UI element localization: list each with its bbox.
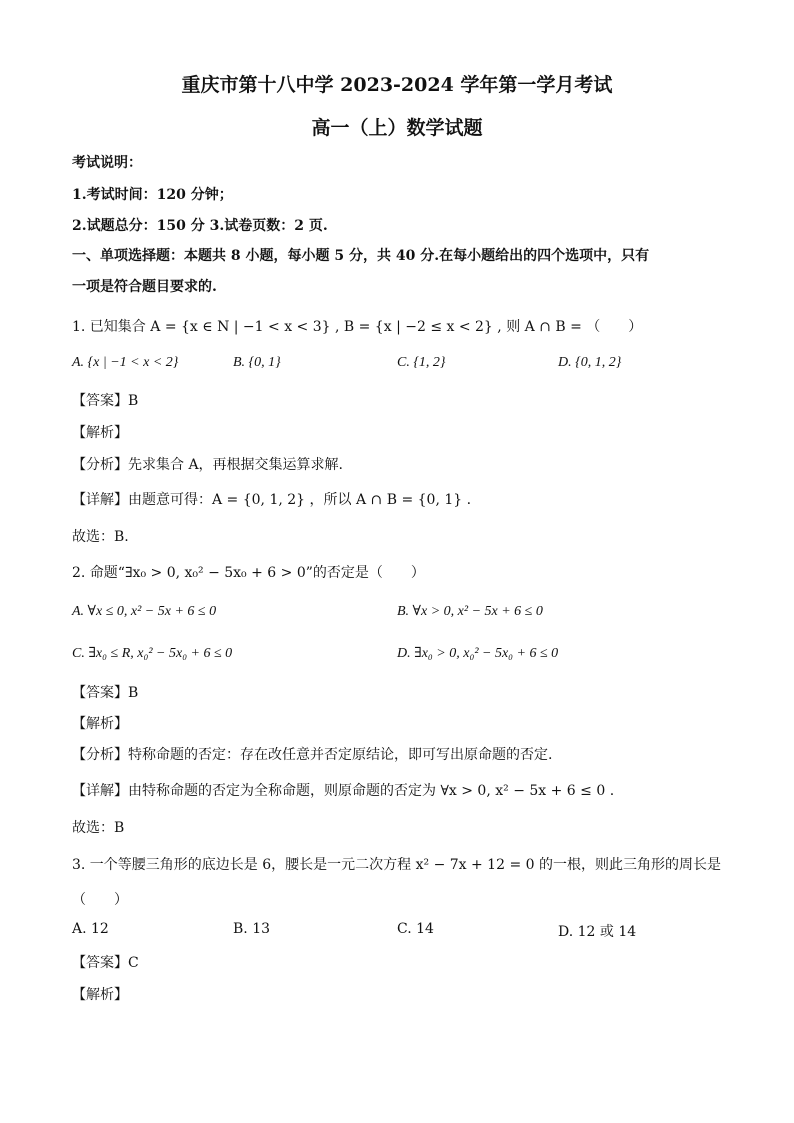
- question-3-stem-line1: 3. 一个等腰三角形的底边长是 6，腰长是一元二次方程 x² − 7x + 12 = 0 的一根，则此三角形的周长是: [72, 857, 721, 873]
- exam-subtitle: 高一（上）数学试题: [311, 117, 483, 139]
- q2-option-d: D. ∃x₀ > 0, x₀² − 5x₀ + 6 ≤ 0: [397, 646, 559, 661]
- q3-answer: 【答案】C: [72, 955, 139, 971]
- q3-option-d: D. 12 或 14: [558, 924, 637, 940]
- q1-option-b: B. {0, 1}: [233, 355, 281, 370]
- q3-analysis-label: 【解析】: [72, 987, 128, 1003]
- q2-xiangjie: 【详解】由特称命题的否定为全称命题，则原命题的否定为 ∀x > 0, x² − 5x + 6 ≤ 0 .: [72, 783, 615, 799]
- q1-analysis-label: 【解析】: [72, 425, 128, 441]
- q2-fenxi: 【分析】特称命题的否定：存在改任意并否定原结论，即可写出原命题的否定.: [72, 747, 553, 763]
- q2-analysis-label: 【解析】: [72, 716, 128, 732]
- q3-option-c: C. 14: [397, 921, 434, 937]
- q3-option-a: A. 12: [72, 921, 109, 937]
- q1-option-d: D. {0, 1, 2}: [558, 355, 622, 370]
- section-heading-line1: 一、单项选择题：本题共 8 小题，每小题 5 分，共 40 分.在每小题给出的四个选项中，只有: [72, 248, 650, 264]
- instruction-time: 1.考试时间：120 分钟；: [72, 187, 233, 203]
- q2-option-b: B. ∀x > 0, x² − 5x + 6 ≤ 0: [397, 604, 543, 619]
- q1-answer: 【答案】B: [72, 393, 139, 409]
- q1-xiangjie: 【详解】由题意可得：A = {0, 1, 2} ，所以 A ∩ B = {0, 1} .: [72, 492, 472, 508]
- instructions-label: 考试说明：: [72, 155, 142, 171]
- question-3-stem-line2: （ ）: [72, 892, 128, 908]
- q1-option-c: C. {1, 2}: [397, 355, 446, 370]
- question-1-stem: 1. 已知集合 A = {x ∈ N | −1 < x < 3} , B = {x | −2 ≤ x < 2} , 则 A ∩ B = （ ）: [72, 319, 643, 335]
- q2-answer: 【答案】B: [72, 685, 139, 701]
- question-2-stem: 2. 命题“∃x₀ > 0, x₀² − 5x₀ + 6 > 0”的否定是（ ）: [72, 565, 425, 581]
- q2-choose: 故选：B: [72, 820, 125, 836]
- q2-option-a: A. ∀x ≤ 0, x² − 5x + 6 ≤ 0: [72, 604, 217, 619]
- q2-option-c: C. ∃x₀ ≤ R, x₀² − 5x₀ + 6 ≤ 0: [72, 646, 233, 661]
- q1-choose: 故选：B.: [72, 529, 129, 545]
- q1-fenxi: 【分析】先求集合 A，再根据交集运算求解.: [72, 457, 344, 473]
- section-heading-line2: 一项是符合题目要求的.: [72, 279, 217, 295]
- exam-title: 重庆市第十八中学 2023-2024 学年第一学月考试: [181, 74, 613, 96]
- instruction-score: 2.试题总分：150 分 3.试卷页数：2 页.: [72, 218, 328, 234]
- q1-option-a: A. {x | −1 < x < 2}: [72, 355, 179, 370]
- q3-option-b: B. 13: [233, 921, 271, 937]
